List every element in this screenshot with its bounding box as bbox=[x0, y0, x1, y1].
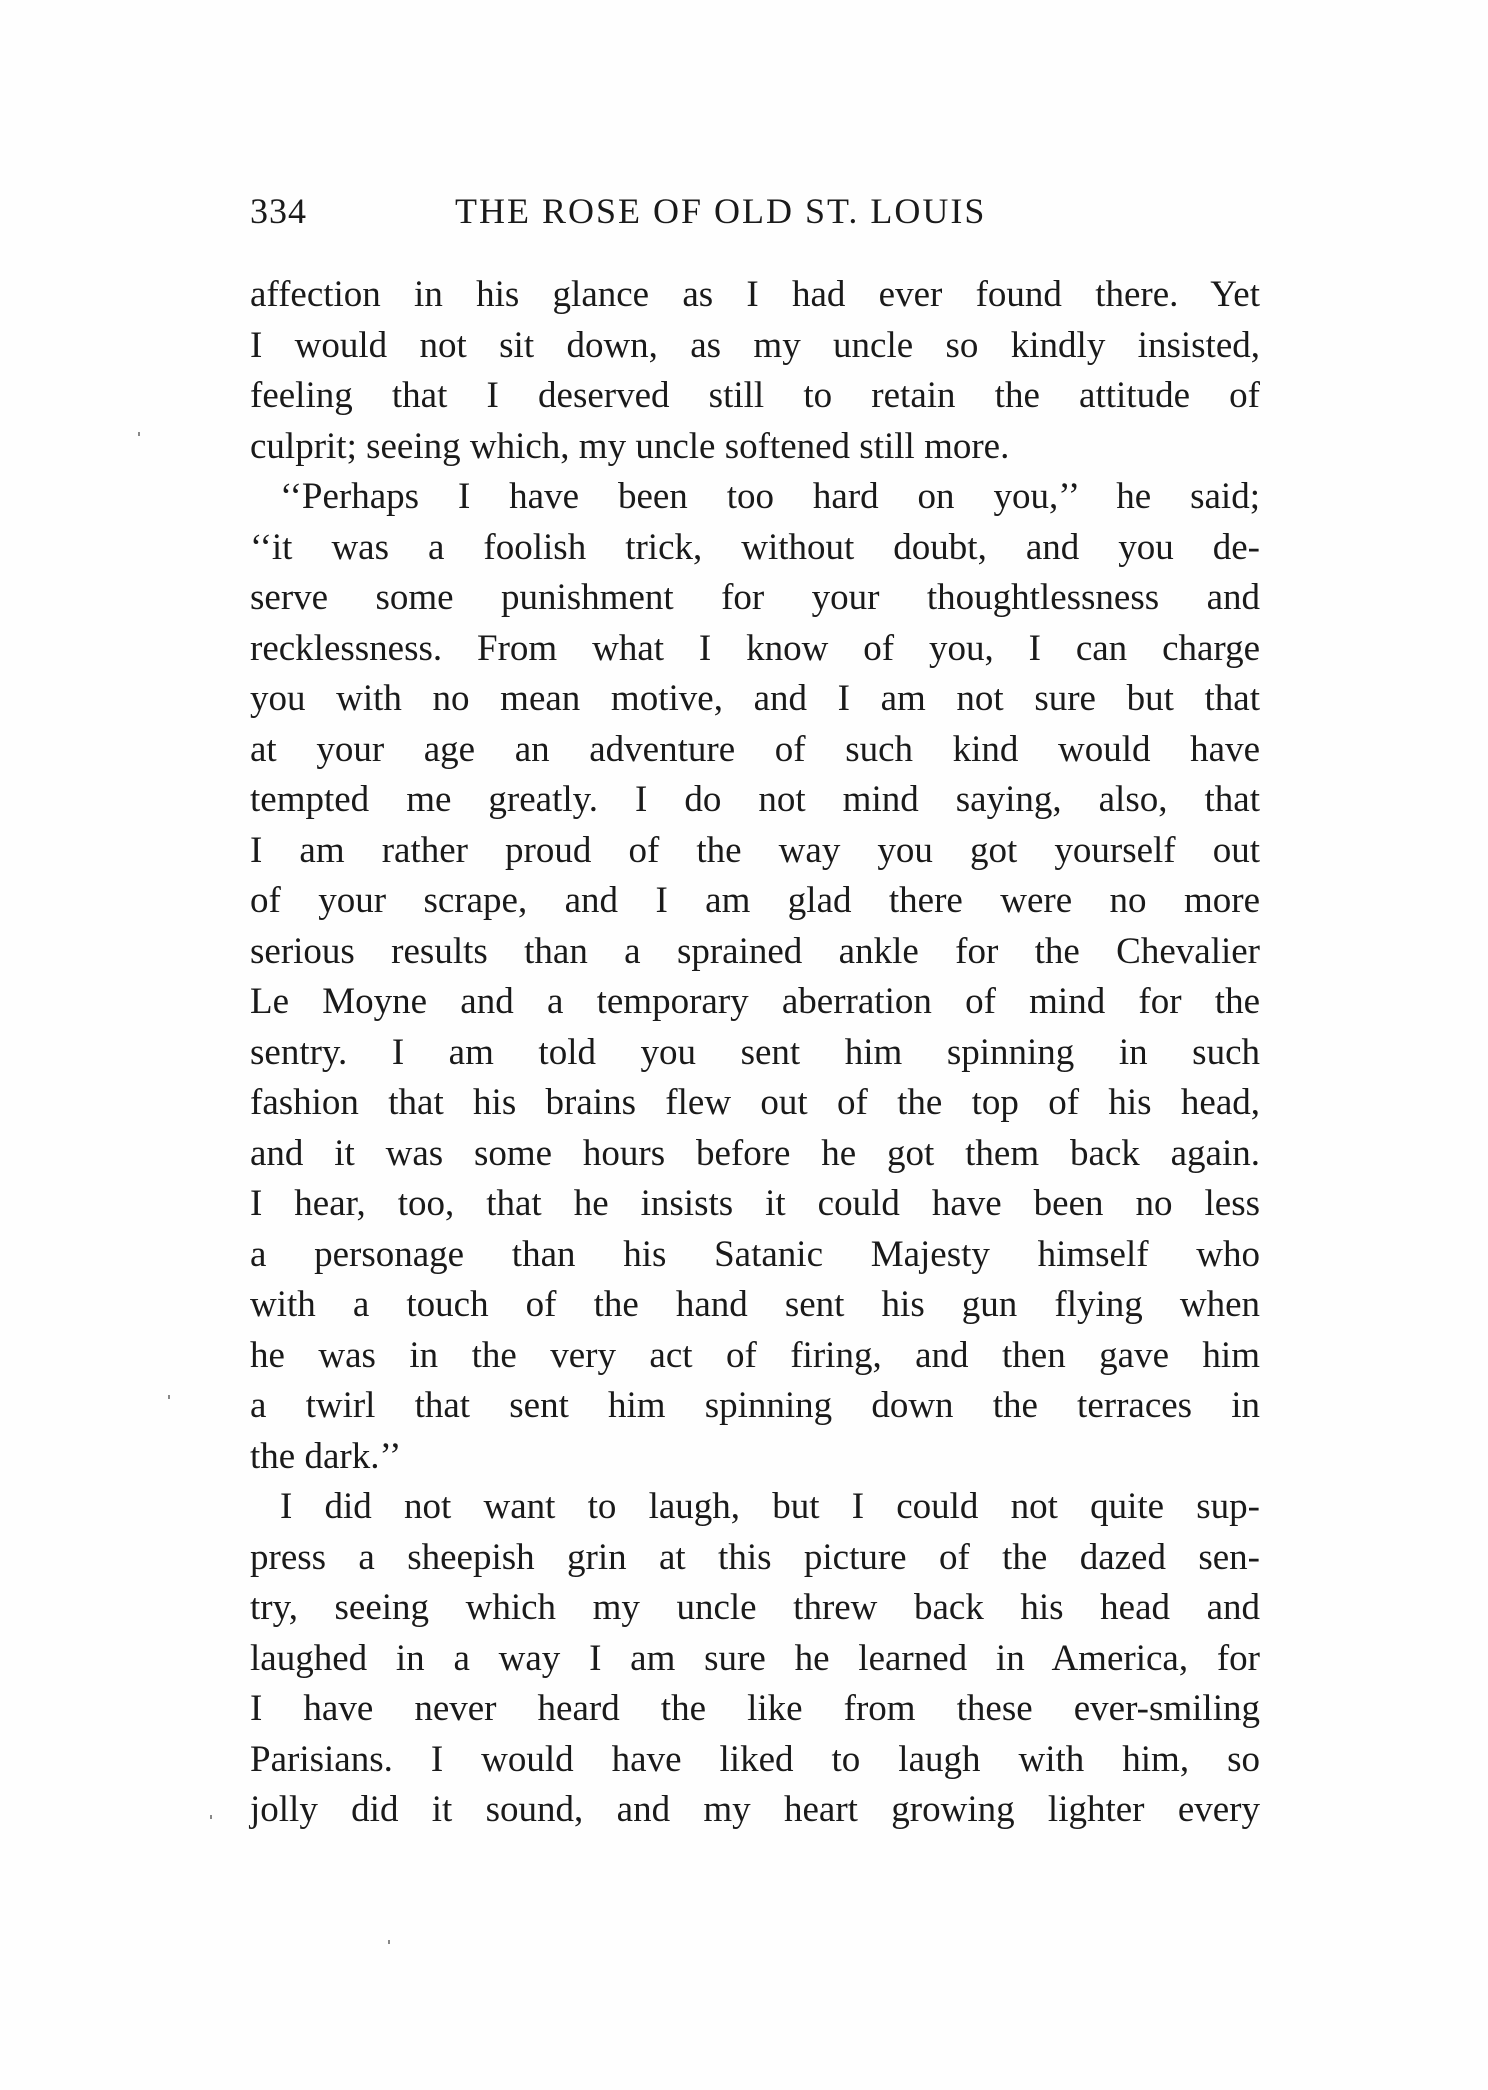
text-line: ‘‘Perhaps I have been too hard on you,’’ he said; bbox=[280, 476, 1260, 517]
text-line: Le Moyne and a temporary aberration of mind for the bbox=[250, 981, 1260, 1022]
text-line: a personage than his Satanic Majesty himself who bbox=[250, 1233, 1260, 1275]
text-line: try, seeing which my uncle threw back his head and bbox=[250, 1587, 1260, 1628]
text-line: you with no mean motive, and I am not sure but that bbox=[250, 678, 1260, 719]
text-line: sentry. I am told you sent him spinning in such bbox=[250, 1031, 1260, 1073]
text-line: I am rather proud of the way you got yourself out bbox=[250, 829, 1260, 871]
text-line: serve some punishment for your thoughtlessness and bbox=[250, 577, 1260, 618]
text-line: laughed in a way I am sure he learned in America, for bbox=[250, 1637, 1260, 1679]
text-line: culprit; seeing which, my uncle softened still more. bbox=[250, 425, 1010, 467]
paragraph bbox=[250, 1482, 1260, 1836]
text-line: ‘‘it was a foolish trick, without doubt, and you de- bbox=[250, 526, 1260, 568]
running-title: THE ROSE OF OLD ST. LOUIS bbox=[455, 191, 987, 231]
text-line: affection in his glance as I had ever found there. Yet bbox=[250, 274, 1260, 315]
text-line: the dark.’’ bbox=[250, 1435, 402, 1477]
paragraph bbox=[250, 472, 1260, 1482]
text-line: at your age an adventure of such kind would have bbox=[250, 728, 1260, 770]
text-line: he was in the very act of firing, and then gave him bbox=[250, 1334, 1260, 1376]
text-line: jolly did it sound, and my heart growing lighter every bbox=[250, 1789, 1260, 1830]
page-number: 334 bbox=[250, 191, 307, 231]
text-line: of your scrape, and I am glad there were no more bbox=[250, 880, 1260, 921]
body-text bbox=[250, 270, 1260, 1836]
text-line: feeling that I deserved still to retain the attitude of bbox=[250, 375, 1260, 416]
scan-speck bbox=[388, 1940, 390, 1944]
text-line: I did not want to laugh, but I could not quite sup- bbox=[280, 1486, 1260, 1527]
scan-speck bbox=[168, 1395, 170, 1399]
text-line: I hear, too, that he insists it could have been no less bbox=[250, 1183, 1260, 1224]
scan-speck bbox=[210, 1815, 212, 1819]
text-line: serious results than a sprained ankle for the Chevalier bbox=[250, 930, 1260, 972]
text-line: fashion that his brains flew out of the top of his head, bbox=[250, 1082, 1260, 1123]
text-line: and it was some hours before he got them back again. bbox=[250, 1132, 1260, 1174]
text-line: with a touch of the hand sent his gun flying when bbox=[250, 1284, 1260, 1325]
text-line: I have never heard the like from these ever-smiling bbox=[250, 1688, 1260, 1729]
text-line: recklessness. From what I know of you, I can charge bbox=[250, 627, 1260, 669]
text-line: a twirl that sent him spinning down the terraces in bbox=[250, 1385, 1260, 1426]
text-line: press a sheepish grin at this picture of the dazed sen- bbox=[250, 1536, 1260, 1578]
running-head bbox=[250, 190, 1260, 240]
text-line: I would not sit down, as my uncle so kindly insisted, bbox=[250, 324, 1260, 366]
text-line: Parisians. I would have liked to laugh with him, so bbox=[250, 1738, 1260, 1780]
text-line: tempted me greatly. I do not mind saying, also, that bbox=[250, 779, 1260, 820]
paragraph bbox=[250, 270, 1260, 472]
scan-speck bbox=[138, 432, 140, 436]
